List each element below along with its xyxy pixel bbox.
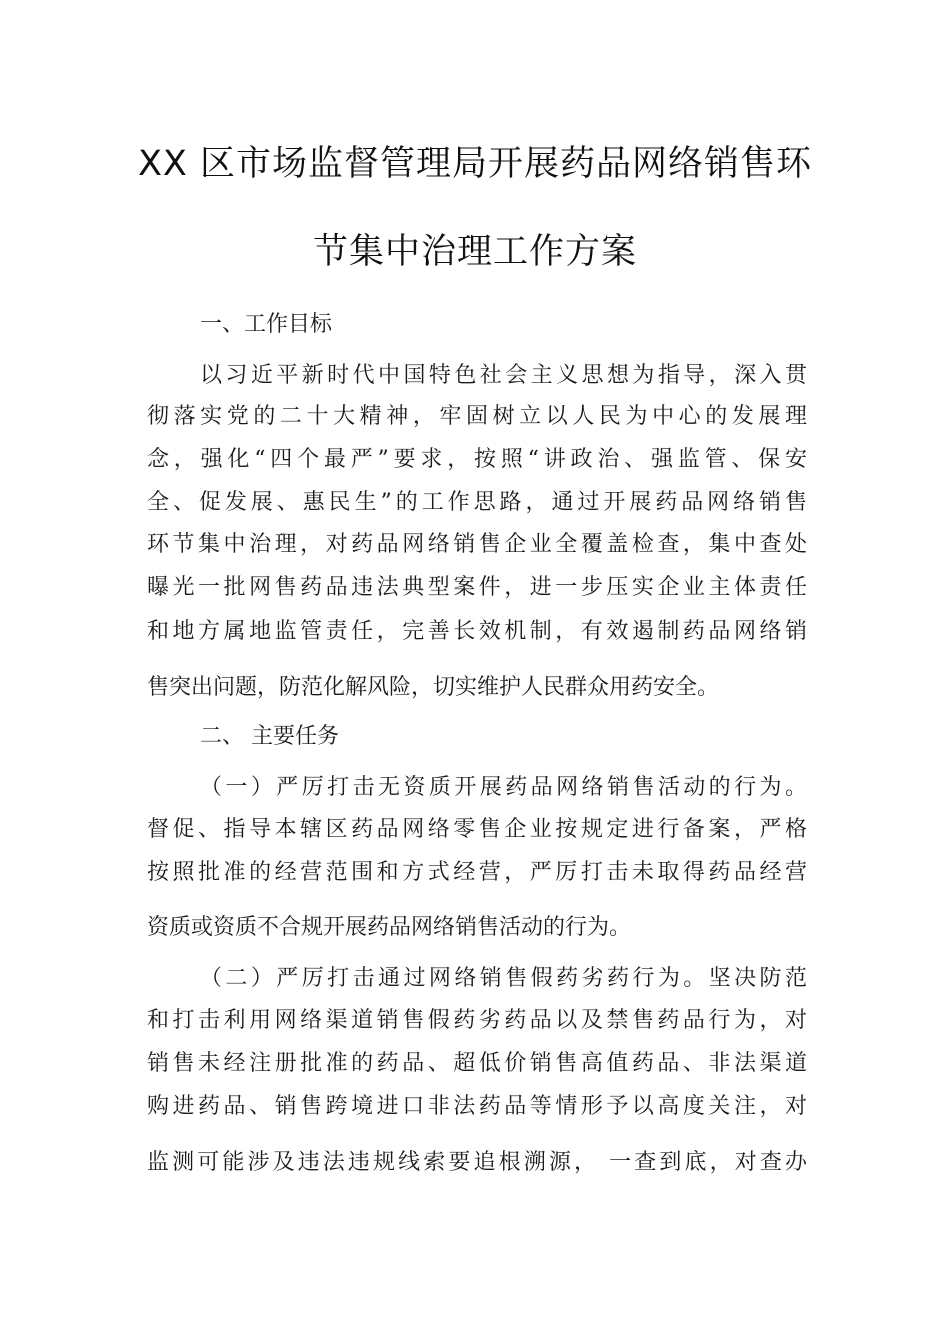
paragraph-line: 销售未经注册批准的药品、超低价销售高值药品、非法渠道 (147, 1051, 807, 1076)
paragraph-line: 以习近平新时代中国特色社会主义思想为指导，深入贯 (200, 363, 807, 388)
paragraph-line: 督促、指导本辖区药品网络零售企业按规定进行备案，严格 (147, 817, 807, 842)
paragraph-line: 售突出问题，防范化解风险，切实维护人民群众用药安全。 (147, 675, 720, 700)
document-title-line-1: XX 区市场监督管理局开展药品网络销售环 (137, 144, 813, 184)
paragraph-line: 曝光一批网售药品违法典型案件，进一步压实企业主体责任 (147, 575, 807, 600)
paragraph-line: 彻落实党的二十大精神，牢固树立以人民为中心的发展理 (147, 404, 807, 429)
paragraph-line: （一）严厉打击无资质开展药品网络销售活动的行为。 (200, 775, 807, 800)
paragraph-line: 和地方属地监管责任，完善长效机制，有效遏制药品网络销 (147, 619, 807, 644)
paragraph-line: 按照批准的经营范围和方式经营，严厉打击未取得药品经营 (147, 860, 807, 885)
paragraph-line: 和打击利用网络渠道销售假药劣药品以及禁售药品行为，对 (147, 1008, 807, 1033)
paragraph-line: （二）严厉打击通过网络销售假药劣药行为。坚决防范 (200, 966, 807, 991)
paragraph-line: 购进药品、销售跨境进口非法药品等情形予以高度关注，对 (147, 1094, 807, 1119)
paragraph-line: 监测可能涉及违法违规线索要追根溯源， 一查到底，对查办 (147, 1150, 807, 1175)
paragraph-line: 环节集中治理，对药品网络销售企业全覆盖检查，集中查处 (147, 532, 807, 557)
paragraph-line: 资质或资质不合规开展药品网络销售活动的行为。 (147, 915, 632, 940)
section-1-heading: 一、工作目标 (200, 312, 333, 337)
paragraph-line: 念，强化“四个最严”要求，按照“讲政治、强监管、保安 (147, 447, 807, 472)
section-2-heading: 二、 主要任务 (200, 724, 339, 749)
paragraph-line: 全、促发展、惠民生”的工作思路，通过开展药品网络销售 (147, 490, 807, 515)
document-title-line-2: 节集中治理工作方案 (312, 232, 637, 272)
